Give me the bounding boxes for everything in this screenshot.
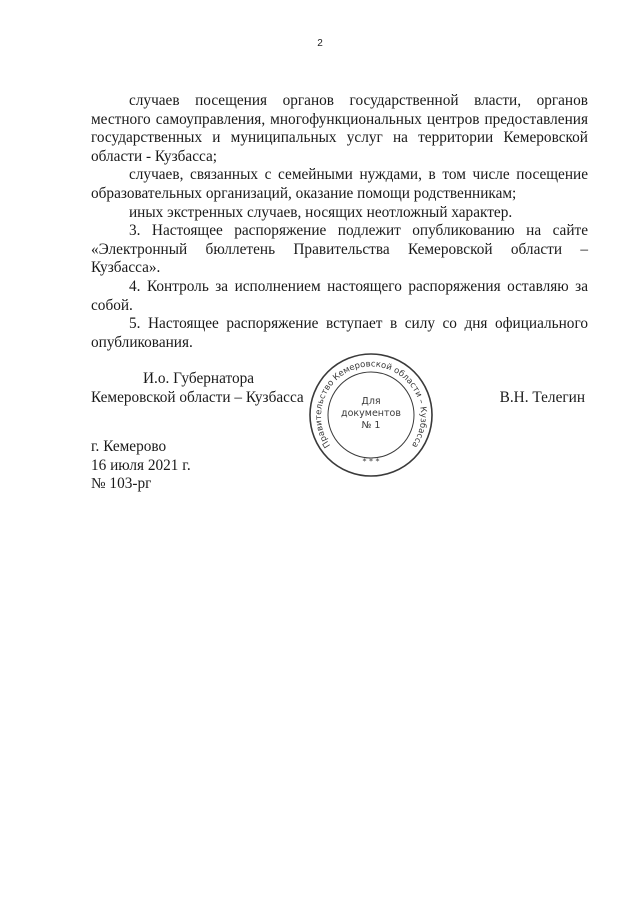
- signatory-position-line1: И.о. Губернатора: [143, 370, 255, 387]
- document-place: г. Кемерово: [91, 438, 167, 455]
- document-body: [91, 92, 588, 352]
- official-seal: [306, 350, 436, 480]
- page-number: 2: [317, 38, 323, 49]
- document-date: 16 июля 2021 г.: [91, 456, 191, 474]
- signatory-position-line2: Кемеровской области – Кузбасса: [91, 388, 304, 406]
- seal-inner-line2: документов: [341, 408, 401, 419]
- paragraph: 4. Контроль за исполнением настоящего распоряжения оставляю за собой.: [91, 277, 588, 314]
- document-number: № 103-рг: [91, 475, 152, 493]
- seal-stars: * * *: [362, 457, 380, 466]
- document-requisites: [91, 438, 191, 494]
- seal-inner-line3: № 1: [361, 420, 381, 431]
- seal-inner-line1: Для: [361, 396, 381, 407]
- signatory-name: В.Н. Телегин: [499, 388, 585, 406]
- seal-ring-text: Правительство Кемеровской области – Кузбасса: [313, 359, 429, 450]
- paragraph: иных экстренных случаев, носящих неотложный характер.: [129, 203, 513, 221]
- paragraph: случаев посещения органов государственной власти, органов местного самоуправления, многофункциональных центров предоставления государственных и муниципальных услуг на территории Кемеровской области - Кузбасса;: [91, 92, 588, 165]
- paragraph: 3. Настоящее распоряжение подлежит опубликованию на сайте «Электронный бюллетень Правительства Кемеровской области – Кузбасса».: [91, 222, 588, 277]
- paragraph: 5. Настоящее распоряжение вступает в силу со дня официального опубликования.: [91, 315, 588, 351]
- paragraph: случаев, связанных с семейными нуждами, в том числе посещение образовательных организаций, оказание помощи родственникам;: [91, 166, 588, 202]
